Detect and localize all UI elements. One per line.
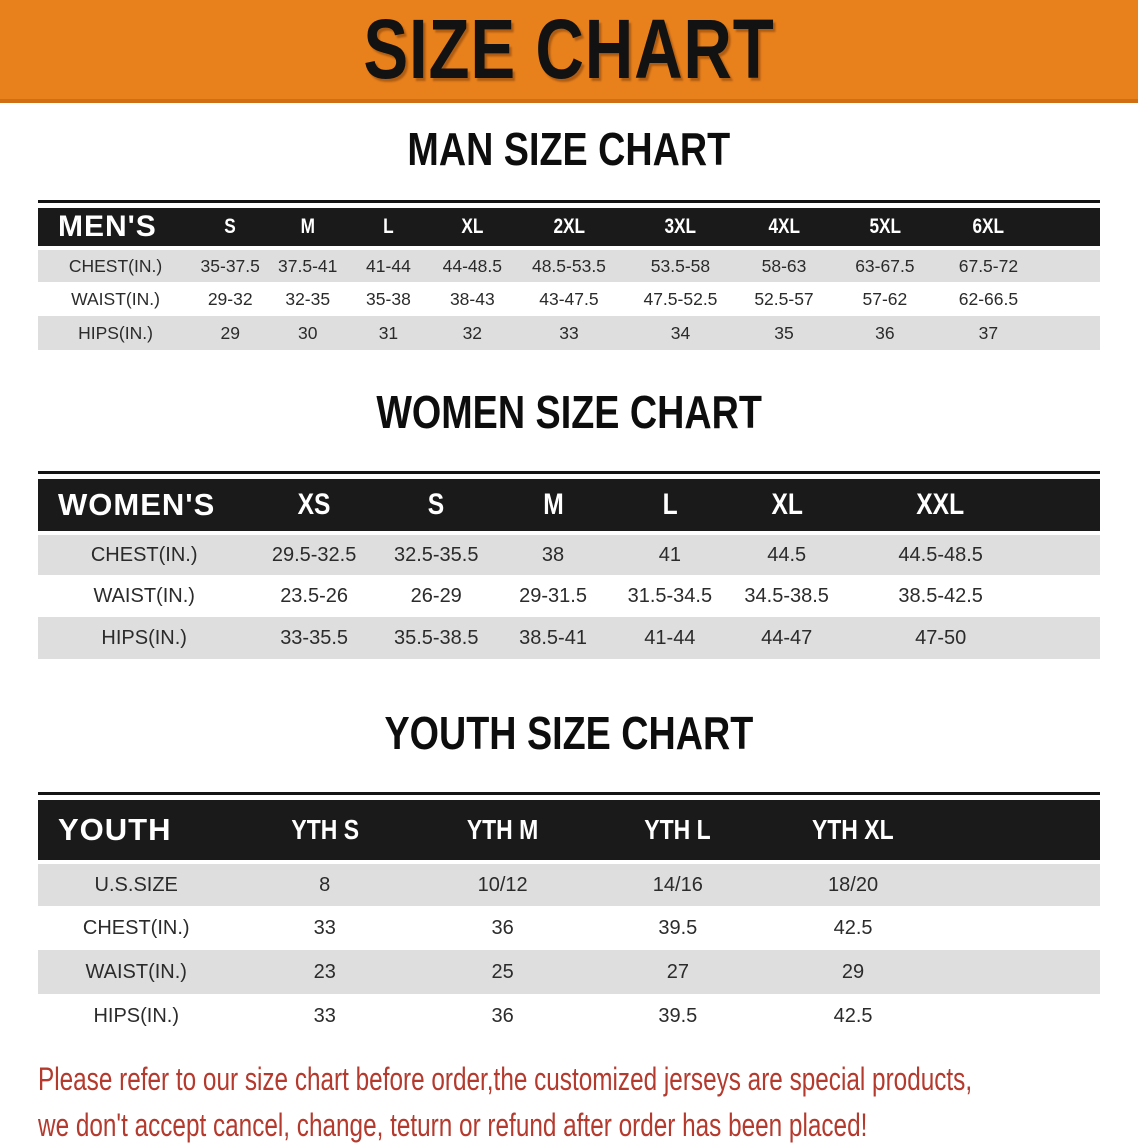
row-filler: [941, 950, 1100, 994]
men-heading: [0, 123, 1138, 184]
men-table-topline: [38, 200, 1100, 203]
column-header: [516, 208, 622, 248]
size-value-cell: 26-29: [410, 584, 462, 607]
size-value-cell: 58-63: [761, 255, 807, 276]
column-header: [611, 479, 728, 533]
size-value-cell: 35-37.5: [200, 255, 260, 276]
column-header-text: YTH XL: [812, 814, 894, 845]
banner-title: SIZE CHART: [363, 2, 775, 96]
column-header: [590, 800, 765, 862]
men-table-wrap: [38, 200, 1100, 350]
column-header: [622, 208, 739, 248]
size-value-cell: 29.5-32.5: [271, 543, 357, 566]
size-value-cell: 41-44: [366, 255, 411, 276]
row-label: HIPS(IN.): [78, 322, 153, 343]
size-value-cell: 36: [491, 1004, 514, 1027]
table-row: [38, 575, 1100, 617]
table-group-label: YOUTH: [38, 800, 234, 862]
size-value-cell: 34: [670, 322, 691, 343]
women-heading-text: WOMEN SIZE CHART: [376, 386, 762, 438]
size-value-cell: 33: [313, 1004, 336, 1027]
table-row: [38, 862, 1100, 906]
column-header: [378, 479, 495, 533]
size-value-cell: 37.5-41: [278, 255, 338, 276]
size-value-cell: 37: [978, 322, 999, 343]
header-filler: [1036, 208, 1100, 248]
size-value-cell: 42.5: [833, 916, 873, 939]
column-header-text: XL: [770, 488, 803, 521]
size-value-cell: 53.5-58: [650, 255, 711, 276]
row-label: WAIST(IN.): [93, 584, 195, 607]
column-header-text: 2XL: [553, 215, 585, 238]
size-value-cell: 48.5-53.5: [531, 255, 606, 276]
column-header: [765, 800, 940, 862]
row-filler: [941, 994, 1100, 1038]
size-value-cell: 33: [313, 916, 336, 939]
row-label: WAIST(IN.): [85, 960, 187, 983]
size-value-cell: 39.5: [658, 916, 698, 939]
size-value-cell: 29-32: [207, 288, 253, 309]
size-value-cell: 44-48.5: [442, 255, 502, 276]
row-filler: [1036, 533, 1100, 575]
column-header: [193, 208, 267, 248]
column-header: [348, 208, 429, 248]
size-value-cell: 44.5-48.5: [898, 543, 983, 566]
size-value-cell: 39.5: [658, 1004, 698, 1027]
size-value-cell: 32.5-35.5: [393, 543, 479, 566]
youth-table-wrap: [38, 792, 1100, 1038]
women-section: [0, 386, 1138, 659]
size-value-cell: 35.5-38.5: [393, 626, 479, 649]
size-value-cell: 18/20: [828, 873, 879, 896]
youth-heading-text: YOUTH SIZE CHART: [384, 707, 754, 759]
table-row: [38, 533, 1100, 575]
table-row: [38, 248, 1100, 282]
size-value-cell: 31: [378, 322, 399, 343]
size-value-cell: 29-31.5: [519, 584, 587, 607]
banner: [0, 0, 1138, 103]
size-value-cell: 62-66.5: [958, 288, 1019, 309]
table-group-label: WOMEN'S: [38, 479, 250, 533]
column-header-text: 3XL: [664, 215, 697, 238]
column-header-text: YTH L: [644, 814, 711, 845]
column-header-text: L: [662, 488, 678, 521]
column-header: [941, 208, 1037, 248]
size-value-cell: 47-50: [915, 626, 967, 649]
size-value-cell: 8: [319, 873, 331, 896]
column-header-text: 5XL: [869, 215, 901, 238]
column-header: [845, 479, 1036, 533]
youth-heading: [0, 707, 1138, 768]
column-header: [429, 208, 516, 248]
column-header: [739, 208, 829, 248]
table-group-label: MEN'S: [38, 208, 193, 248]
size-value-cell: 38-43: [449, 288, 495, 309]
column-header-text: 4XL: [768, 215, 800, 238]
women-size-table: [38, 479, 1100, 659]
header-filler: [941, 800, 1100, 862]
row-label: CHEST(IN.): [90, 543, 198, 566]
size-value-cell: 52.5-57: [754, 288, 814, 309]
disclaimer-line-2: [38, 1102, 1138, 1148]
row-filler: [1036, 316, 1100, 350]
table-row: [38, 994, 1100, 1038]
row-filler: [1036, 575, 1100, 617]
size-value-cell: 10/12: [477, 873, 528, 896]
column-header-text: YTH S: [290, 814, 359, 845]
size-value-cell: 23: [313, 960, 336, 983]
size-value-cell: 31.5-34.5: [627, 584, 713, 607]
size-value-cell: 29: [220, 322, 240, 343]
size-value-cell: 42.5: [833, 1004, 873, 1027]
column-header: [829, 208, 941, 248]
size-value-cell: 25: [491, 960, 514, 983]
table-row: [38, 316, 1100, 350]
row-label: HIPS(IN.): [101, 626, 187, 649]
column-header-text: XXL: [916, 488, 965, 521]
row-label: CHEST(IN.): [82, 916, 190, 939]
size-value-cell: 33-35.5: [280, 626, 349, 649]
size-value-cell: 35-38: [366, 288, 411, 309]
size-value-cell: 27: [666, 960, 689, 983]
row-filler: [1036, 617, 1100, 659]
column-header: [495, 479, 612, 533]
disclaimer-line-1-text: Please refer to our size chart before order,the customized jerseys are special products,: [38, 1061, 973, 1097]
men-size-table: [38, 208, 1100, 350]
size-table-header-row: [38, 208, 1100, 248]
row-filler: [941, 862, 1100, 906]
column-header: [728, 479, 845, 533]
women-heading: [0, 386, 1138, 447]
column-header-text: 6XL: [972, 215, 1005, 238]
size-value-cell: 38.5-42.5: [898, 584, 983, 607]
row-label: WAIST(IN.): [71, 288, 160, 309]
column-header: [250, 479, 377, 533]
women-table-wrap: [38, 471, 1100, 659]
size-value-cell: 36: [491, 916, 514, 939]
disclaimer-line-2-text: we don't accept cancel, change, teturn or refund after order has been placed!: [38, 1107, 868, 1143]
size-value-cell: 41: [658, 543, 681, 566]
row-label: U.S.SIZE: [94, 873, 178, 896]
size-value-cell: 43-47.5: [539, 288, 599, 309]
size-value-cell: 29: [841, 960, 865, 983]
column-header-text: M: [542, 488, 564, 521]
column-header-text: L: [383, 215, 394, 238]
size-value-cell: 36: [875, 322, 895, 343]
size-value-cell: 67.5-72: [958, 255, 1019, 276]
disclaimer: [38, 1056, 1138, 1148]
column-header-text: XL: [461, 215, 484, 238]
table-row: [38, 906, 1100, 950]
size-value-cell: 44-47: [761, 626, 813, 649]
youth-table-topline: [38, 792, 1100, 795]
header-filler: [1036, 479, 1100, 533]
table-row: [38, 282, 1100, 316]
size-value-cell: 38: [541, 543, 565, 566]
men-section: [0, 123, 1138, 350]
row-label: HIPS(IN.): [93, 1004, 180, 1027]
size-value-cell: 44.5: [767, 543, 807, 566]
disclaimer-line-1: [38, 1056, 1138, 1102]
size-value-cell: 23.5-26: [280, 584, 349, 607]
column-header-text: M: [300, 215, 315, 238]
column-header: [234, 800, 415, 862]
size-value-cell: 34.5-38.5: [744, 584, 829, 607]
table-row: [38, 617, 1100, 659]
size-value-cell: 35: [774, 322, 794, 343]
column-header: [267, 208, 348, 248]
column-header-text: YTH M: [466, 814, 539, 845]
size-value-cell: 38.5-41: [519, 626, 587, 649]
column-header-text: S: [428, 488, 445, 521]
youth-section: [0, 707, 1138, 1038]
size-value-cell: 47.5-52.5: [643, 288, 718, 309]
row-filler: [941, 906, 1100, 950]
row-filler: [1036, 248, 1100, 282]
size-value-cell: 63-67.5: [855, 255, 915, 276]
column-header-text: S: [224, 215, 236, 238]
size-value-cell: 14/16: [652, 873, 703, 896]
table-row: [38, 950, 1100, 994]
size-table-header-row: [38, 479, 1100, 533]
row-filler: [1036, 282, 1100, 316]
size-value-cell: 33: [559, 322, 579, 343]
size-value-cell: 32-35: [285, 288, 331, 309]
women-table-topline: [38, 471, 1100, 474]
size-value-cell: 32: [462, 322, 483, 343]
men-heading-text: MAN SIZE CHART: [407, 123, 731, 175]
row-label: CHEST(IN.): [68, 255, 163, 276]
column-header-text: XS: [297, 488, 331, 521]
youth-size-table: [38, 800, 1100, 1038]
column-header: [415, 800, 590, 862]
size-value-cell: 30: [297, 322, 318, 343]
size-table-header-row: [38, 800, 1100, 862]
size-value-cell: 41-44: [644, 626, 696, 649]
size-value-cell: 57-62: [862, 288, 908, 309]
